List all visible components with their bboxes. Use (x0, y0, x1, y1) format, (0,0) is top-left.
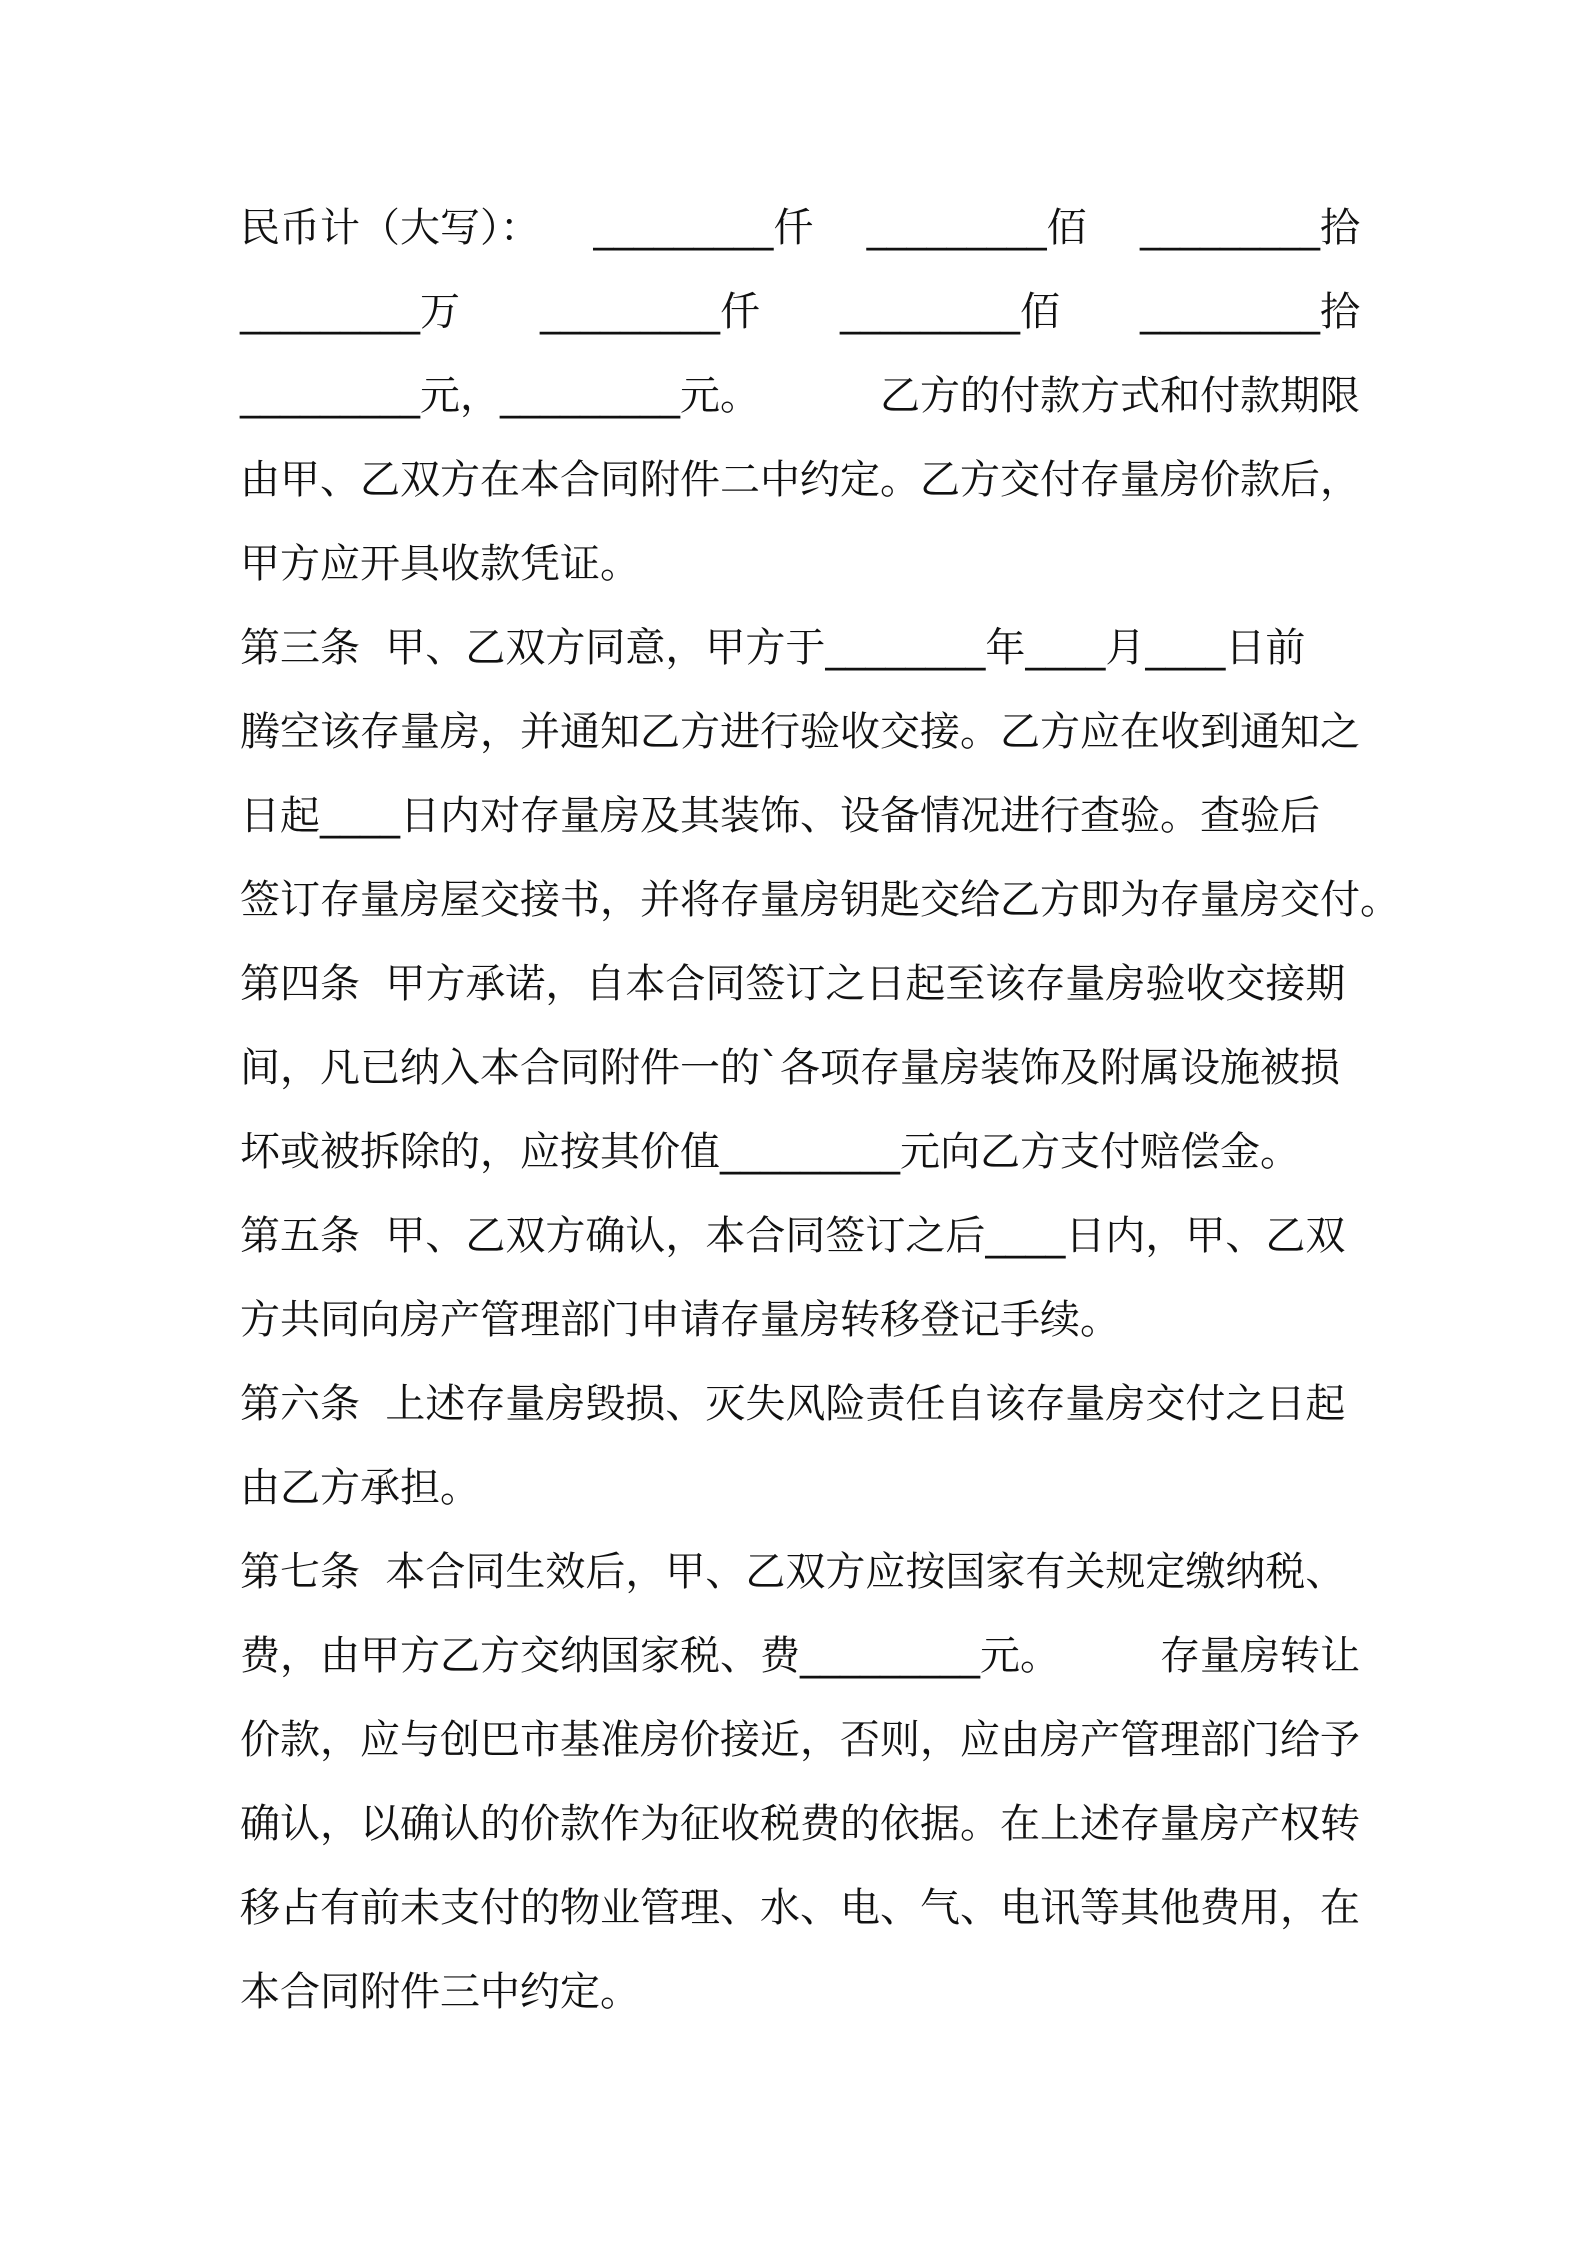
article-6-line: 第六条 上述存量房毁损、灭失风险责任自该存量房交付之日起 (240, 1381, 1346, 1427)
text-line: 由甲、乙双方在本合同附件二中约定。乙方交付存量房价款后， (240, 457, 1360, 503)
text-line (240, 360, 1360, 444)
text-line: 签订存量房屋交接书，并将存量房钥匙交给乙方即为存量房交付。 (240, 877, 1400, 923)
text-line: 本合同附件三中约定。 (240, 1969, 640, 2015)
article-3-line: 第三条 甲、乙双方同意，甲方于________年____月____日前 (240, 625, 1306, 671)
text-segment: 乙方的付款方式和付款期限 (880, 373, 1360, 419)
text-segment: _________佰 (866, 205, 1087, 251)
article-7-line: 第七条 本合同生效后，甲、乙双方应按国家有关规定缴纳税、 (240, 1549, 1346, 1595)
text-line: 价款，应与创巴市基准房价接近，否则，应由房产管理部门给予 (240, 1717, 1360, 1763)
text-segment: 民币计（大写）： (240, 205, 540, 251)
text-line: 日起____日内对存量房及其装饰、设备情况进行查验。查验后 (240, 793, 1320, 839)
text-line: 确认，以确认的价款作为征收税费的依据。在上述存量房产权转 (240, 1801, 1360, 1847)
article-4-line: 第四条 甲方承诺，自本合同签订之日起至该存量房验收交接期 (240, 961, 1346, 1007)
text-segment: 费，由甲方乙方交纳国家税、费_________元。 (240, 1633, 1060, 1679)
text-segment: _________佰 (840, 289, 1060, 335)
text-line (240, 276, 1360, 360)
text-line (240, 192, 1360, 276)
text-line: 腾空该存量房，并通知乙方进行验收交接。乙方应在收到通知之 (240, 709, 1360, 755)
document-page (240, 192, 1400, 2040)
text-segment: _________万 (240, 289, 460, 335)
article-5-line: 第五条 甲、乙双方确认，本合同签订之后____日内，甲、乙双 (240, 1213, 1346, 1259)
text-segment: _________元，_________元。 (240, 373, 760, 419)
text-line: 甲方应开具收款凭证。 (240, 541, 640, 587)
text-segment: _________拾 (1139, 205, 1360, 251)
text-segment: _________仟 (540, 289, 760, 335)
text-line: 坏或被拆除的，应按其价值_________元向乙方支付赔偿金。 (240, 1129, 1300, 1175)
text-line (240, 1620, 1360, 1704)
text-segment: _________仟 (593, 205, 814, 251)
text-line: 移占有前未支付的物业管理、水、电、气、电讯等其他费用，在 (240, 1885, 1360, 1931)
text-line: 方共同向房产管理部门申请存量房转移登记手续。 (240, 1297, 1120, 1343)
text-line: 由乙方承担。 (240, 1465, 480, 1511)
text-segment: _________拾 (1140, 289, 1360, 335)
text-line: 间，凡已纳入本合同附件一的`各项存量房装饰及附属设施被损 (240, 1045, 1340, 1091)
text-segment: 存量房转让 (1160, 1633, 1360, 1679)
